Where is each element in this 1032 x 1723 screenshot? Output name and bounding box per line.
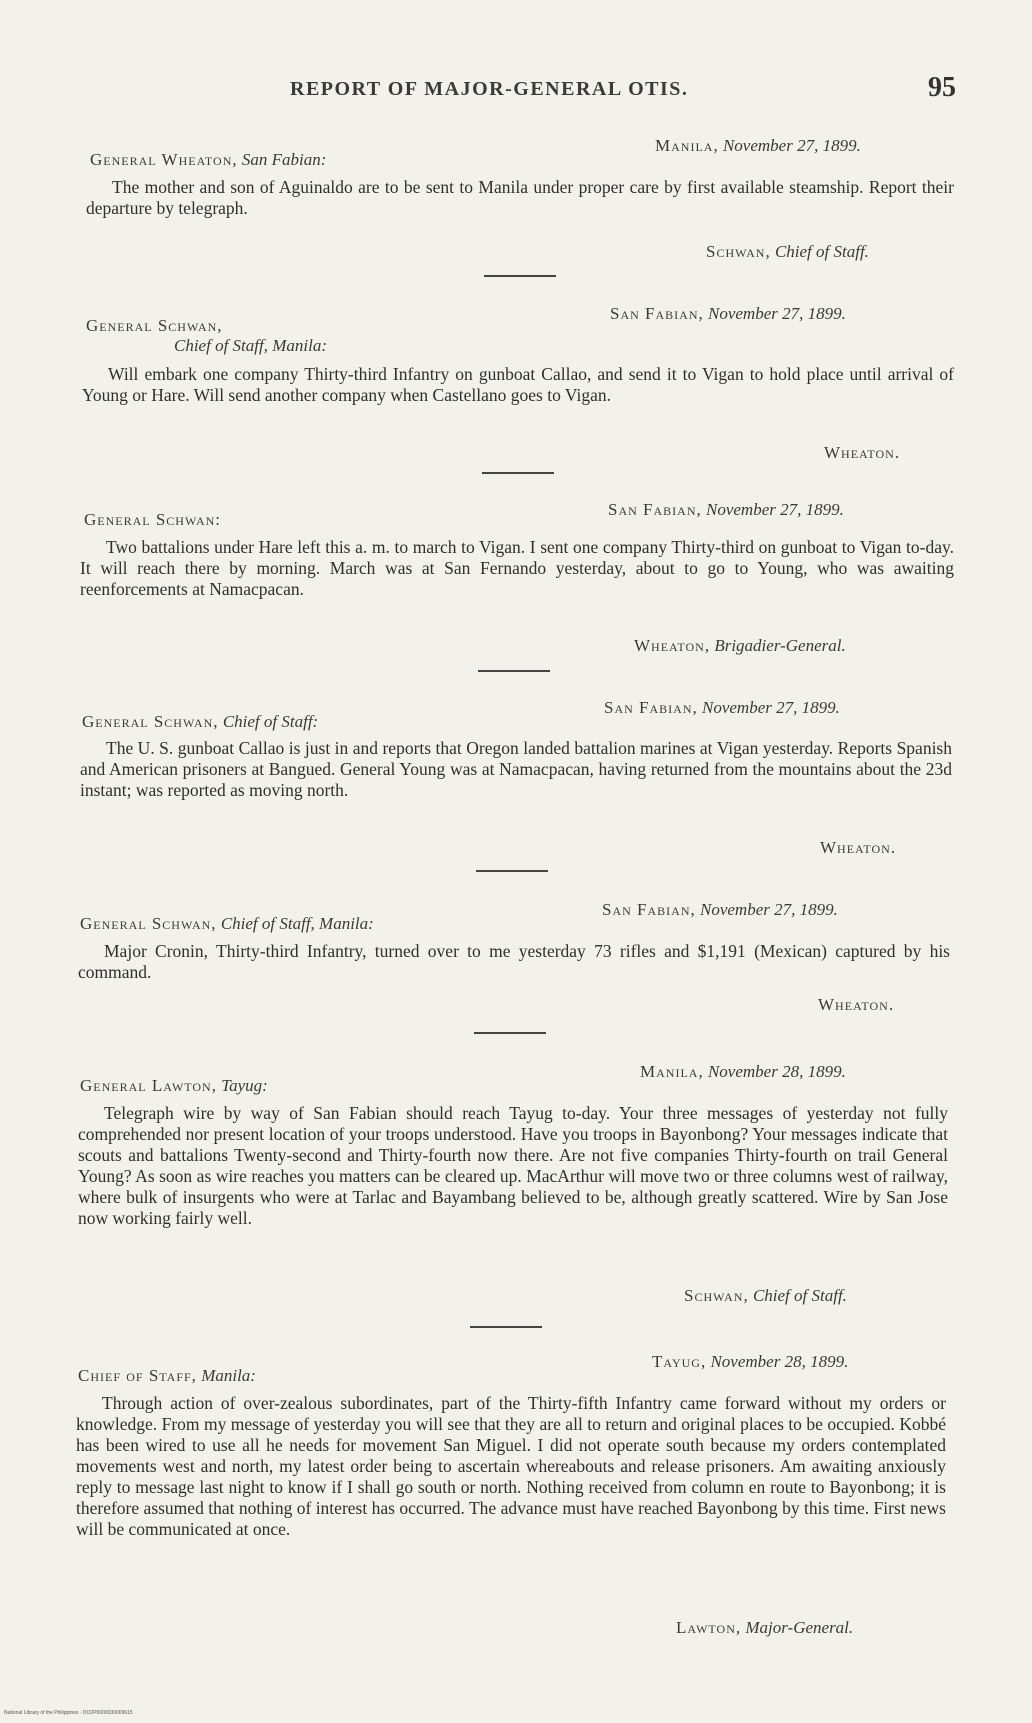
message-signature: Lawton, Major-General. bbox=[676, 1618, 854, 1637]
message-date: Tayug, November 28, 1899. bbox=[652, 1352, 849, 1371]
message-body: The mother and son of Aguinaldo are to be sent to Manila under proper care by first available steamship. Report their departure by telegraph. bbox=[86, 177, 954, 218]
message-signature: Schwan, Chief of Staff. bbox=[684, 1286, 847, 1305]
message-body: The U. S. gunboat Callao is just in and reports that Oregon landed battalion marines at Vigan yesterday. Reports Spanish and American prisoners at Bangued. General Young was at Namacpacan, having returned from the mountains about the 23d instant; was reported as moving north. bbox=[80, 738, 952, 800]
message-body: Two battalions under Hare left this a. m. to march to Vigan. I sent one company Thirty-third on gunboat to Vigan to-day. It will reach there by morning. March was at San Fernando yesterday, about to go to Young, who was awaiting reenforcements at Namacpacan. bbox=[80, 537, 954, 599]
message-signature: Wheaton. bbox=[824, 443, 901, 462]
message-addressee: General Schwan, bbox=[86, 316, 223, 335]
message-addressee: General Lawton, Tayug: bbox=[80, 1076, 268, 1095]
message-date: San Fabian, November 27, 1899. bbox=[602, 900, 838, 919]
message-date: San Fabian, November 27, 1899. bbox=[604, 698, 840, 717]
message-addressee-line2: Chief of Staff, Manila: bbox=[174, 336, 327, 355]
message-body: Major Cronin, Thirty-third Infantry, turned over to me yesterday 73 rifles and $1,191 (Mexican) captured by his command. bbox=[78, 941, 950, 982]
message-addressee: General Schwan, Chief of Staff, Manila: bbox=[80, 914, 374, 933]
message-body: Through action of over-zealous subordinates, part of the Thirty-fifth Infantry came forward without my orders or knowledge. From my message of yesterday you will see that they are all to return and original places to be occupied. Kobbé has been wired to use all he needs for movement San Miguel. I did not operate south because my orders contemplated movements west and north, my latest order being to ascertain whereabouts and release prisoners. Am awaiting anxiously reply to message last night to know if I shall go south or north. Nothing received from column en route to Bayonbong; it is therefore assumed that nothing of interest has occurred. The advance must have reached Bayonbong by this time. First news will be communicated at once. bbox=[76, 1393, 946, 1539]
message-date: San Fabian, November 27, 1899. bbox=[610, 304, 846, 323]
scan-footer: National Library of the Philippines · DO2P0000030009615 bbox=[4, 1710, 133, 1716]
message-signature: Schwan, Chief of Staff. bbox=[706, 242, 869, 261]
section-divider bbox=[474, 1032, 546, 1034]
section-divider bbox=[470, 1326, 542, 1328]
section-divider bbox=[476, 870, 548, 872]
message-addressee: General Wheaton, San Fabian: bbox=[90, 150, 327, 169]
running-title: REPORT OF MAJOR-GENERAL OTIS. bbox=[290, 78, 689, 100]
message-body: Telegraph wire by way of San Fabian should reach Tayug to-day. Your three messages of yesterday not fully comprehended nor present location of your troops understood. Have you troops in Bayonbong? Your messages indicate that scouts and battalions Twenty-second and Thirty-fourth now there. Are not five companies Thirty-fourth on trail General Young? As soon as wire reaches you matters can be cleared up. MacArthur will move two or three columns west of railway, where bulk of insurgents who were at Tarlac and Bayambang believed to be, although greatly scattered. Wire by San Jose now working fairly well. bbox=[78, 1103, 948, 1228]
message-signature: Wheaton. bbox=[820, 838, 897, 857]
section-divider bbox=[478, 670, 550, 672]
page-number: 95 bbox=[928, 72, 956, 103]
message-body: Will embark one company Thirty-third Infantry on gunboat Callao, and send it to Vigan to hold place until arrival of Young or Hare. Will send another company when Castellano goes to Vigan. bbox=[82, 364, 954, 405]
message-addressee: General Schwan: bbox=[84, 510, 222, 529]
section-divider bbox=[482, 472, 554, 474]
message-addressee: General Schwan, Chief of Staff: bbox=[82, 712, 319, 731]
message-date: San Fabian, November 27, 1899. bbox=[608, 500, 844, 519]
section-divider bbox=[484, 275, 556, 277]
message-date: Manila, November 27, 1899. bbox=[655, 136, 861, 155]
message-date: Manila, November 28, 1899. bbox=[640, 1062, 846, 1081]
message-signature: Wheaton. bbox=[818, 995, 895, 1014]
message-addressee: Chief of Staff, Manila: bbox=[78, 1366, 256, 1385]
message-signature: Wheaton, Brigadier-General. bbox=[634, 636, 846, 655]
